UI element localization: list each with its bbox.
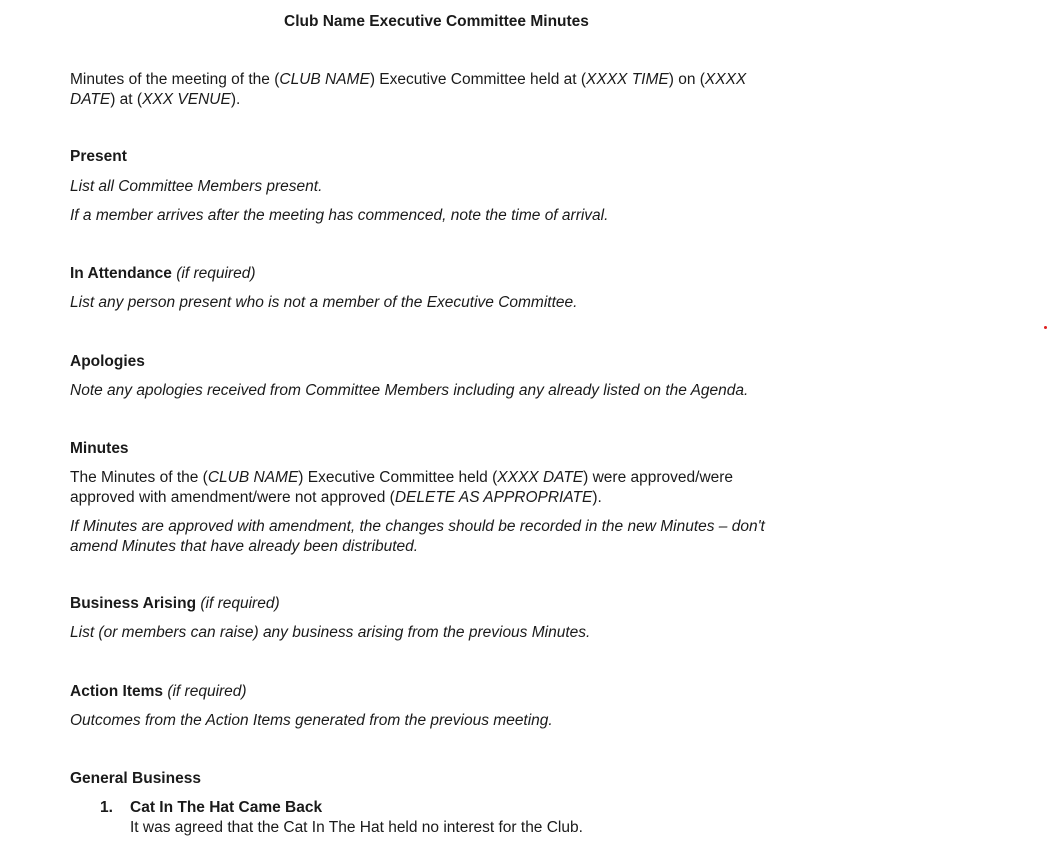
- intro-text: ) Executive Committee held at (: [369, 71, 587, 88]
- minutes-line-1: [70, 468, 830, 488]
- delete-placeholder: DELETE AS APPROPRIATE: [394, 489, 593, 506]
- section-action-items: [70, 682, 830, 702]
- section-heading: Business Arising: [70, 595, 197, 612]
- intro-text: ) at (: [110, 91, 143, 108]
- intro-text: ).: [230, 91, 241, 108]
- intro-line-2: [70, 90, 830, 110]
- time-placeholder: XXXX TIME: [586, 71, 669, 88]
- present-line-1: List all Committee Members present.: [70, 178, 323, 195]
- apologies-line-1: Note any apologies received from Committee Members including any already listed on the Agenda.: [70, 382, 749, 399]
- section-general-business: [70, 769, 830, 789]
- date-placeholder: DATE: [70, 91, 111, 108]
- section-heading: Minutes: [70, 440, 129, 457]
- list-item-body: [130, 798, 583, 838]
- list-item-number: 1.: [100, 799, 113, 816]
- minutes-text: ) Executive Committee held (: [298, 469, 498, 486]
- minutes-note-line-1: If Minutes are approved with amendment, the changes should be recorded in the new Minutes – don't: [70, 518, 765, 535]
- minutes-note: [70, 517, 830, 557]
- minutes-paragraph: [70, 468, 830, 508]
- date-placeholder: XXXX DATE: [497, 469, 584, 486]
- section-apologies: [70, 352, 830, 372]
- section-note: (if required): [167, 683, 247, 700]
- club-name-placeholder: CLUB NAME: [207, 469, 299, 486]
- club-name-placeholder: CLUB NAME: [279, 71, 370, 88]
- intro-paragraph: [70, 70, 830, 110]
- minutes-note-line-2: amend Minutes that have already been distributed.: [70, 538, 419, 555]
- intro-text: Minutes of the meeting of the (: [70, 71, 280, 88]
- section-heading: Present: [70, 148, 127, 165]
- minutes-line-2: [70, 488, 830, 508]
- business-arising-line-1: List (or members can raise) any business arising from the previous Minutes.: [70, 624, 591, 641]
- section-attendance: [70, 264, 830, 284]
- section-heading: Apologies: [70, 353, 145, 370]
- present-line-2: If a member arrives after the meeting has commenced, note the time of arrival.: [70, 207, 609, 224]
- list-item-text: It was agreed that the Cat In The Hat held no interest for the Club.: [130, 819, 583, 836]
- list-item-title: Cat In The Hat Came Back: [130, 799, 323, 816]
- minutes-text: approved with amendment/were not approved (: [70, 489, 395, 506]
- intro-text: ) on (: [668, 71, 705, 88]
- venue-placeholder: XXX VENUE: [142, 91, 231, 108]
- date-placeholder: XXXX: [704, 71, 747, 88]
- section-heading: In Attendance: [70, 265, 172, 282]
- minutes-text: ).: [592, 489, 602, 506]
- section-note: (if required): [176, 265, 256, 282]
- attendance-line-1: List any person present who is not a member of the Executive Committee.: [70, 294, 578, 311]
- section-heading: General Business: [70, 770, 201, 787]
- section-present: [70, 147, 830, 167]
- intro-line-1: [70, 70, 830, 90]
- section-note: (if required): [200, 595, 280, 612]
- red-dot-mark: [1044, 326, 1047, 329]
- section-business-arising: [70, 594, 830, 614]
- section-minutes: [70, 439, 830, 459]
- action-items-line-1: Outcomes from the Action Items generated from the previous meeting.: [70, 712, 553, 729]
- section-heading: Action Items: [70, 683, 164, 700]
- document-title: Club Name Executive Committee Minutes: [284, 13, 589, 30]
- minutes-text: ) were approved/were: [583, 469, 734, 486]
- minutes-text: The Minutes of the (: [70, 469, 208, 486]
